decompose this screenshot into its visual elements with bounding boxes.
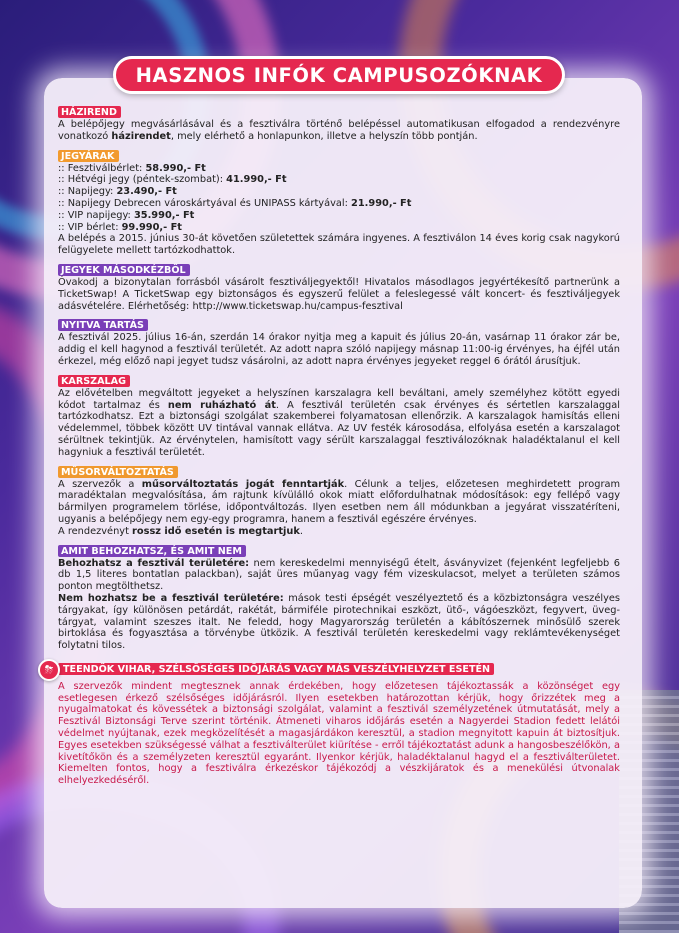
- section-heading: MŰSORVÁLTOZTATÁS: [58, 466, 178, 478]
- section-text: Behozhatsz a fesztivál területére: nem kereskedelmi mennyiségű ételt, ásványvizet (fejenként legfeljebb 6 db 1,5 literes bontatlan palackban), saját üres műanyag vagy fém vizeskulacsot, melyet a területen számos ponton megtölthetsz.: [58, 557, 621, 593]
- price-item: :: Napijegy Debrecen városkártyával és UNIPASS kártyával: 21.990,- Ft: [58, 197, 412, 209]
- section-heading: JEGYÁRAK: [58, 150, 119, 162]
- info-content: [44, 106, 621, 794]
- section-heading: KARSZALAG: [58, 375, 130, 387]
- section-text: A belépés a 2015. június 30-át követően születettek számára ingyenes. A fesztiválon 14 éves korig csak nagykorú felügyelete mellett tartózkodhattok.: [58, 233, 620, 257]
- section-text: A szervezők a műsorváltoztatás jogát fenntartják. Célunk a teljes, előzetesen meghirdetett program maradéktalan megvalósítása, ám rajtunk kívülálló okok miatt előfordulhatnak módosítások: egy fellépő vagy bármilyen programelem törlése, időpontváltozás. Ilyen esetben nem áll módunkban a jegyárat visszatéríteni, ugyanis a belépőjegy nem egy-egy programra, hanem a fesztivál egészére érvényes.: [58, 478, 621, 525]
- section-nyitva: [58, 319, 620, 367]
- section-text: A szervezők mindent megtesznek annak érdekében, hogy előzetesen tájékoztassák a közönséget egy esetlegesen érkező szélsőséges időjárásról. Ilyen esetekben határozottan kérjük, hogy őrizzétek meg a nyugalmatokat és kövessétek a biztonsági szolgálat, valamint a fesztivál személyzetének útmutatását, mely a Fesztivál Biztonsági Terve szerint történik. Átmeneti viharos időjárás esetén a Nagyerdei Stadion fedett lelátói védelmet nyújtanak, ezek megközelítését a magasjárdákon keresztül, a stadion megnyitott kapuin át biztosítjuk. Egyes esetekben szükségessé válhat a fesztiválterület kiürítése - erről tájékoztatást adunk a hangosbeszélőkön, a kivetítőkön és a személyzeten keresztül egyaránt. Ilyenkor kérjük, haladéktalanul hagyd el a fesztiválterületet. Kiemelten fontos, hogy a fesztiválra érkezéskor tájékozódj a vészkijáratok és a menekülési útvonalak elhelyezkedéséről.: [58, 680, 620, 787]
- section-jegyarak: [58, 150, 620, 257]
- price-item: :: Napijegy: 23.490,- Ft: [58, 186, 177, 198]
- page-title: HASZNOS INFÓK CAMPUSOZÓKNAK: [135, 63, 543, 87]
- section-heading: HÁZIREND: [58, 106, 121, 118]
- price-item: :: VIP napijegy: 35.990,- Ft: [58, 209, 195, 221]
- price-item: :: Hétvégi jegy (péntek-szombat): 41.990,- Ft: [58, 174, 287, 186]
- price-item: :: Fesztiválbérlet: 58.990,- Ft: [58, 162, 206, 174]
- section-text: A rendezvényt rossz idő esetén is megtartjuk.: [58, 525, 303, 537]
- section-musor: [58, 466, 620, 538]
- section-karszalag: [58, 375, 620, 459]
- section-hazirend: [58, 106, 620, 143]
- section-behozhatsz: [58, 545, 620, 652]
- storm-icon: ⛈: [38, 659, 60, 681]
- section-masodkez: [58, 264, 620, 312]
- section-text: Óvakodj a bizonytalan forrásból vásárolt fesztiváljegyektől! Hivatalos másodlagos jegyértékesítő partnerünk a TicketSwap! A TicketSwap egy biztonságos és egyszerű felület a feleslegessé vált koncert- és fesztiváljegyek adásvételére. Elérhetőség: http://www.ticketswap.hu/campus-fesztival: [58, 276, 620, 312]
- section-text: A belépőjegy megvásárlásával és a fesztiválra történő belépéssel automatikusan elfogadod a rendezvényre vonatkozó házirendet, mely elérhető a honlapunkon, illetve a helyszín több pontján.: [58, 119, 620, 142]
- section-vihar: [44, 659, 620, 787]
- section-heading: TEENDŐK VIHAR, SZÉLSŐSÉGES IDŐJÁRÁS VAGY MÁS VESZÉLYHELYZET ESETÉN: [58, 663, 494, 675]
- page-title-banner: [113, 56, 565, 94]
- section-text: Az elővételben megváltott jegyeket a helyszínen karszalagra kell beváltani, amely személyhez kötött egyedi kódot tartalmaz és nem ruházható át. A fesztivál területén csak érvényes és sértetlen karszalaggal tartózkodhatsz. Ezt a biztonsági szolgálat szakemberei folyamatosan ellenőrzik. A karszalagok hamisítás elleni védelemmel, többek között UV tintával vannak ellátva. Az UV festék károsodása, elfolyása esetén a karszalagot sérültnek tekintjük. Az érvénytelen, hamisított vagy sérült karszalaggal fesztiválozóknak haladéktalanul el kell hagyniuk a fesztivál területét.: [58, 387, 620, 458]
- section-heading: NYITVA TARTÁS: [58, 319, 148, 331]
- section-heading: JEGYEK MÁSODKÉZBŐL: [58, 264, 190, 276]
- section-text: A fesztivál 2025. július 16-án, szerdán 14 órakor nyitja meg a kapuit és július 20-án, vasárnap 11 órakor zár be, addig el kell hagynod a fesztivál területét. Az adott napra szóló napijegy másnap 11:00-ig érvényes, ha éjfél után érkezel, még előző napi jegyet tudsz vásárolni, az adott napra érvényes jegyeket reggel 6 órától árusítjuk.: [58, 332, 620, 367]
- section-heading: AMIT BEHOZHATSZ, ÉS AMIT NEM: [58, 545, 246, 557]
- price-item: :: VIP bérlet: 99.990,- Ft: [58, 221, 182, 233]
- warning-heading-row: [38, 659, 620, 681]
- section-text: Nem hozhatsz be a fesztivál területére: mások testi épségét veszélyeztető és a közbiztonságra veszélyes tárgyakat, így különösen petárdát, rakétát, bármiféle pirotechnikai eszközt, ütő-, vágóeszközt, fegyvert, üvegtárgyat, valamint szeszes italt. Ne feledd, hogy Magyarország területén a kábítószernek minősülő szerek birtoklása és fogyasztása a törvénybe ütközik. A fesztivál területén kereskedelmi vagy reklámtevékenységet folytatni tilos.: [58, 592, 620, 652]
